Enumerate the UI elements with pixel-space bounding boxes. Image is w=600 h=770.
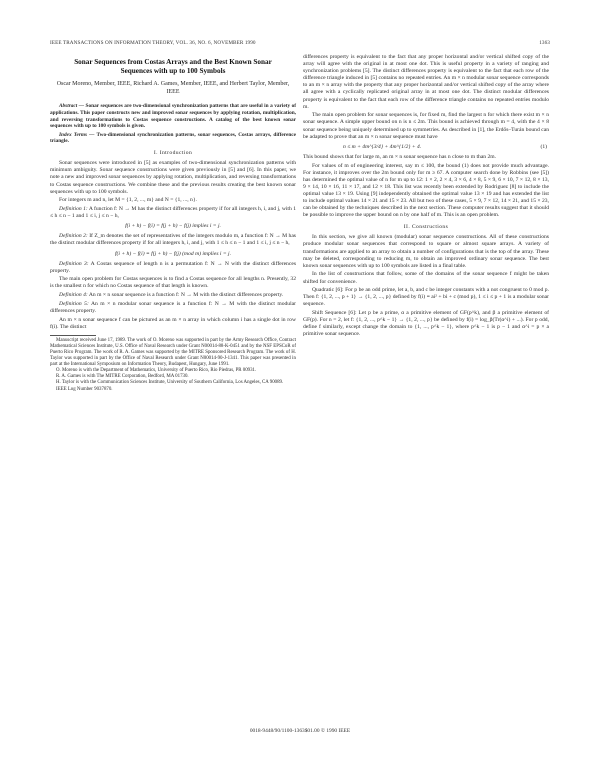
paper-title: Sonar Sequences from Costas Arrays and the Best Known Sonar Sequences with up to 100 Symbols	[74, 58, 272, 75]
equation-text: f(i + h) − f(i) ≡ f(j + h) − f(j) (mod m) implies i = j.	[114, 250, 232, 257]
index-terms	[50, 132, 296, 145]
equation-1	[303, 144, 549, 151]
footnote: H. Taylor is with the Communication Sciences Institute, University of Southern California, Los Angeles, CA 90089.	[56, 380, 284, 386]
definition-2	[50, 233, 296, 247]
equation-number: (1)	[540, 143, 547, 150]
definition-label: Definition 3:	[59, 260, 89, 267]
definition-3	[50, 261, 296, 275]
definition-4	[50, 292, 296, 299]
definition-label: Definition 1:	[59, 206, 88, 213]
page-number: 1363	[539, 40, 550, 46]
footnote: R. A. Games is with The MITRE Corporation, Bedford, MA 01730.	[56, 374, 189, 380]
paragraph: Shift Sequence [6]: Let p be a prime, α a primitive element of GF(p^k), and β a primitive element of GF(p). For n = 2, let f: {1, 2, ..., p^k − 1} → {1, 2, ..., p} be defined by f(i) = log_β(Tr(α^i) + ...). For p odd, define f similarly, except change the domain to {1, ..., p^k − 1}, where p^k − 1 is p − 1 and α^i = p × a primitive sonar sequence.	[303, 310, 549, 338]
definition-text: An m × n sonar sequence is a function f: N → M with the distinct differences property.	[88, 292, 284, 299]
definition-text: A Costas sequence of length n is a permutation f: N → N with the distinct differences property.	[50, 260, 296, 274]
left-column	[50, 54, 296, 393]
running-head	[50, 40, 550, 50]
paragraph: In the list of constructions that follow, some of the domains of the sonar sequence f might be taken shifted for convenience.	[303, 271, 549, 285]
journal-name: IEEE TRANSACTIONS ON INFORMATION THEORY, VOL. 36, NO. 6, NOVEMBER 1990	[50, 40, 256, 46]
paragraph: For values of m of engineering interest, say m ≤ 100, the bound (1) does not provide much advantage. For instance, it improves over the 2m bound only for m ≥ 67. A computer search done by Robbins (see [5]) has determined the optimal value of n for m up to 12: 1 × 2, 2 × 4, 3 × 6, 4 × 8, 5 × 9, 6 × 10, 7 × 12, 8 × 13, 9 × 14, 10 × 16, 11 × 17, and 12 × 18. This list was recently been extended by Rodriguez [8] to include the optimal value 13 × 19. Using [9] independently obtained the optimal value 13 × 19 and has extended the list to include optimal values 14 × 21 and 15 × 23. All but two of these cases, 5 × 9, 7 × 12, 14 × 21, and 15 × 23, can be obtained by the techniques described in the next section. These computer results suggest that it should be possible to improve the upper bound on n by one half of m. This is an open problem.	[303, 162, 549, 219]
abstract-text: Sonar sequences are two-dimensional synchronization patterns that are useful in a variety of applications. This paper constructs new and improved sonar sequences by applying rotation, multiplication, and reversing transformations to Costas sequence constructions. A catalog of the best known sonar sequences with up to 100 symbols is given.	[50, 103, 297, 130]
section-heading-introduction: I. Introduction	[153, 150, 193, 157]
footnote: O. Moreno is with the Department of Mathematics, University of Puerto Rico, Rio Piedras, PR 00931.	[56, 368, 257, 374]
definition-label: Definition 4:	[59, 292, 88, 299]
definition-text: If Z_m denotes the set of representatives of the integers modulo m, a function f: N → M has the distinct modular differences property if for all integers h, i, and j, with 1 ≤ h ≤ n − 1 and 1 ≤ i, j ≤ n − h,	[50, 233, 296, 247]
abstract	[50, 103, 296, 130]
paragraph: In this section, we give all known (modular) sonar sequence constructions. All of these constructions produce modular sonar sequences that correspond to square or almost square arrays. A variety of transformations are applied to an array to obtain a number of configurations that is the top of the array. These may be deleted, corresponding to reducing m, to obtain an improved ordinary sonar sequence. The best known sonar sequences with up to 100 symbols are listed in a final table.	[303, 234, 549, 269]
copyright-footer: 0018-9448/90/1100-1363$01.00 © 1990 IEEE	[249, 728, 351, 734]
abstract-label: Abstract —	[59, 103, 85, 110]
definition-label: Definition 5:	[59, 300, 89, 307]
paragraph: The main open problem for sonar sequences is, for fixed m, find the largest n for which there exist m × n sonar sequence. A simple upper bound on n is n ≤ 2m. This bound is achieved through m = 4, with the 4 × 8 sonar sequence being uniquely determined up to symmetries. As described in [1], the Erdős–Turán bound can be adapted to prove that an m × n sonar sequence must have	[303, 112, 549, 140]
paragraph: differences property is equivalent to the fact that any proper horizontal and/or vertical shifted copy of the array will agree with the original in at most one dot. This is useful property in a variety of ranging and synchronization problems [5]. The distinct differences property is equivalent to the fact that each row of the difference triangle induced in [5] contains no repeated entries. An m × n modular sonar sequence corresponds to an m × n array with the property that any proper horizontal and/or vertical shifted copy of the array where all agree with a cyclically replicated original array in at most one dot. The distinct modular differences property is equivalent to the fact that each row of the difference triangle contains no repeated entries modulo m.	[303, 54, 549, 110]
paragraph: This bound shows that for large m, an m × n sonar sequence has n close to m than 2m.	[303, 153, 497, 160]
right-column	[303, 54, 549, 340]
section-heading-constructions: II. Constructions	[403, 224, 449, 231]
paper-authors: Oscar Moreno, Member, IEEE, Richard A. Games, Member, IEEE, and Herbert Taylor, Member, IEEE	[56, 81, 290, 95]
equation-text: n ≤ m + 4m^{3/4} + 4m^{1/2} + 4.	[343, 143, 422, 150]
definition-5	[50, 301, 296, 315]
footnote: IEEE Log Number 9037870.	[56, 386, 113, 392]
index-terms-label: Index Terms —	[59, 131, 95, 138]
footnote-divider	[50, 335, 96, 336]
definition-text: An m × n modular sonar sequence is a function f: N → M with the distinct modular differences property.	[50, 300, 296, 314]
definition-label: Definition 2:	[59, 233, 88, 240]
footnote: Manuscript received June 17, 1989. The work of O. Moreno was supported in part by the Army Research Office, Contract Mathematical Sciences Institute, U.S. Office of Naval Research under Grant N00014-88-K-0451 and by the NSF EPSCoR of Puerto Rico Program. The work of R. A. Games was supported by the MITRE Sponsored Research Program. The work of H. Taylor was supported in part by the Office of Naval Research under Grant N00014-90-J-1341. This paper was presented in part at the International Symposium on Information Theory, Budapest, Hungary, June 1991.	[50, 337, 296, 368]
paragraph: For integers m and n, let M = {1, 2, ..., m} and N = {1, ..., n}.	[59, 197, 197, 204]
equation	[50, 223, 296, 230]
paragraph: Quadratic [6]: For p be an odd prime, let a, b, and c be integer constants with a not congruent to 0 mod p. Then f: {1, 2, ..., p + 1} → {1, 2, ..., p} defined by f(i) ≡ ai² + bi + c (mod p), 1 ≤ i ≤ p + 1 is a modular sonar sequence.	[303, 287, 549, 308]
equation	[50, 251, 296, 258]
index-terms-text: Two-dimensional synchronization patterns, sonar sequences, Costas arrays, difference triangle.	[50, 131, 296, 145]
equation-text: f(i + h) − f(i) = f(j + h) − f(j) implies i = j.	[125, 223, 221, 230]
paragraph: The main open problem for Costas sequences is to find a Costas sequence for all lengths n. Presently, 32 is the smallest n for which no Costas sequence of that length is known.	[50, 276, 296, 290]
definition-1	[50, 206, 296, 220]
footnotes	[50, 338, 296, 393]
paragraph: An m × n sonar sequence f can be pictured as an m × n array in which column i has a single dot in row f(i). The distinct	[50, 316, 296, 330]
definition-text: A function f: N → M has the distinct differences property if for all integers h, i, and j, with 1 ≤ h ≤ n − 1 and 1 ≤ i, j ≤ n − h,	[50, 206, 296, 220]
paragraph: Sonar sequences were introduced in [5] as examples of two-dimensional synchronization patterns with minimum ambiguity. Sonar sequence constructions were given previously in [5] and [6]. In this paper, we note a new and improved sonar sequences by applying rotation, multiplication, and reversing transformations to Costas sequence constructions. We combine these and the previous results creating the best known sonar sequences with up to 100 symbols.	[50, 160, 296, 195]
